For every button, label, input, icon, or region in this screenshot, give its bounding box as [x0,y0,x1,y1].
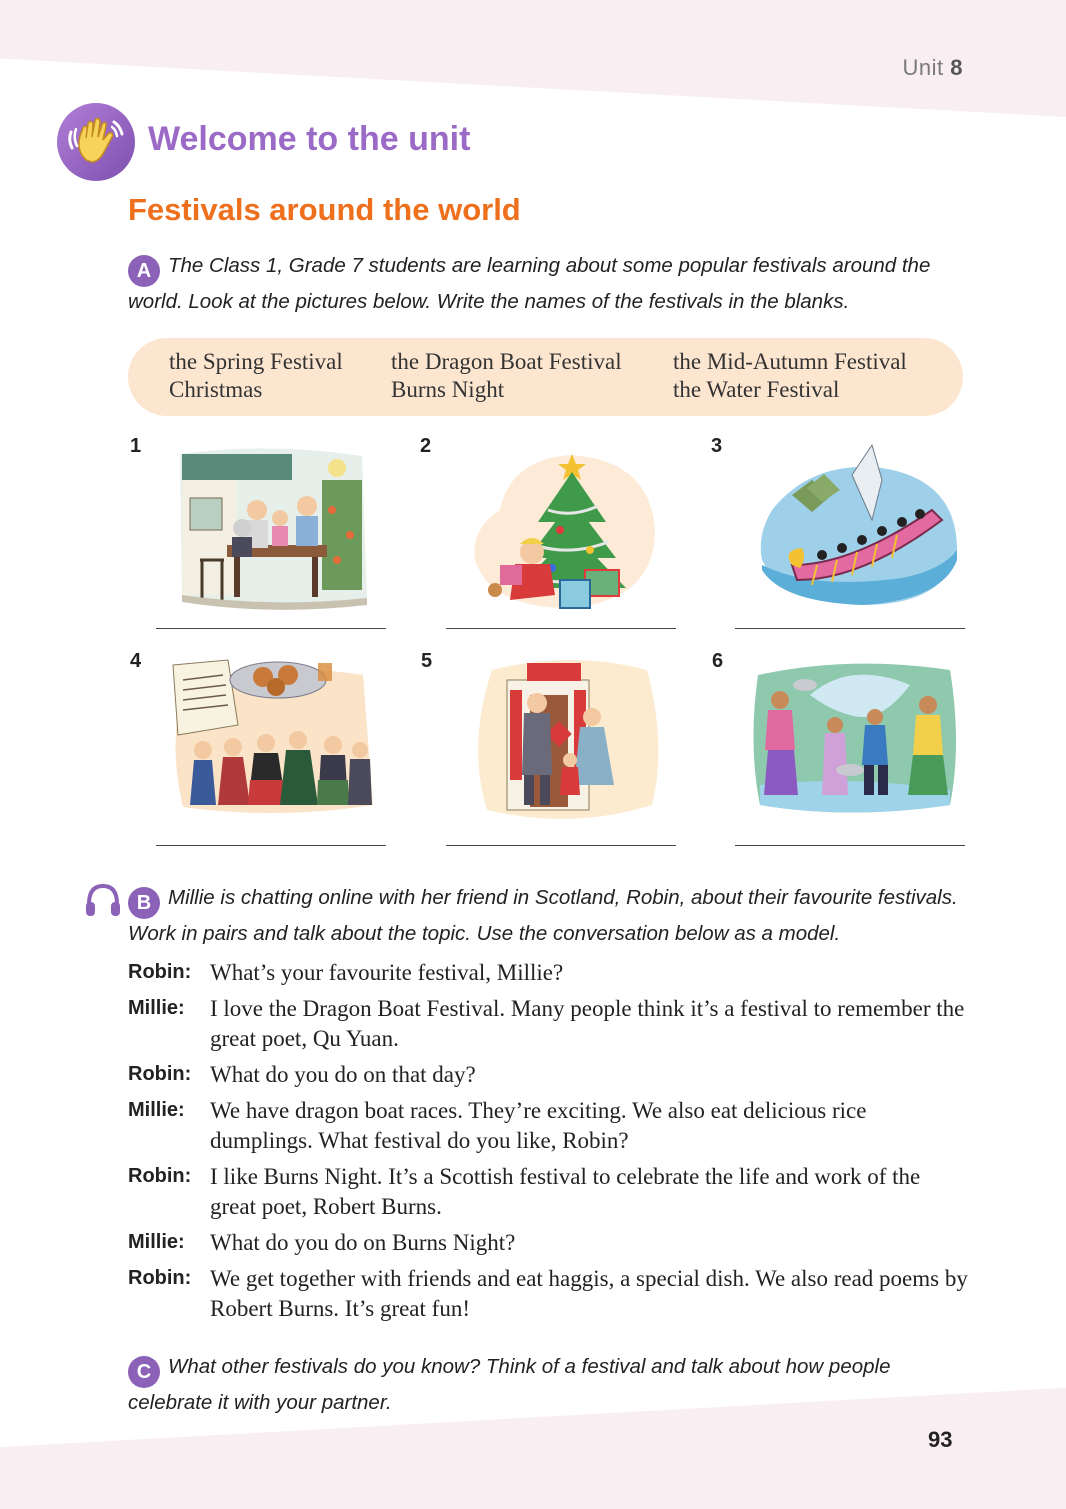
picture-number: 5 [421,650,433,672]
exercise-a-badge: A [128,255,160,287]
picture-number: 3 [711,435,723,457]
answer-blank[interactable] [156,628,386,629]
word-option: the Spring Festival [169,349,343,374]
speaker-name: Millie: [128,997,185,1019]
unit-number: 8 [950,55,963,80]
answer-blank[interactable] [446,845,676,846]
exercise-a-instruction: A The Class 1, Grade 7 students are learning about some popular festivals around the world. Look at the pictures below. Write the names of the festivals in the blanks. [128,254,931,313]
exercise-b-badge: B [128,887,160,919]
answer-blank[interactable] [735,628,965,629]
water-splashing-illustration [750,655,960,835]
picture-number: 6 [712,650,724,672]
christmas-tree-illustration [460,440,670,620]
welcome-title: Welcome to the unit [148,120,471,158]
speaker-name: Robin: [128,1063,192,1085]
word-option: Christmas [169,377,263,402]
dialogue-line [128,1162,968,1222]
exercise-c-badge: C [128,1356,160,1388]
exercise-b-instruction: B Millie is chatting online with her friend in Scotland, Robin, about their favourite festivals. Work in pairs and talk about the topic. Use the conversation below as a model. [128,886,958,945]
answer-blank[interactable] [735,845,965,846]
dialogue [128,958,968,1330]
speaker-name: Millie: [128,1231,185,1253]
speech-text: We have dragon boat races. They’re exciting. We also eat delicious rice dumplings. What festival do you like, Robin? [210,1098,867,1153]
dialogue-line [128,1060,968,1090]
spring-couplets-illustration [462,655,672,835]
word-option: the Dragon Boat Festival [391,349,622,374]
section-title: Festivals around the world [128,192,521,227]
dialogue-line [128,1228,968,1258]
dialogue-line [128,958,968,988]
waving-hand-icon [56,102,136,182]
headphones-icon[interactable] [83,880,123,920]
page-number: 93 [928,1427,953,1452]
word-option: Burns Night [391,377,505,402]
speaker-name: Robin: [128,961,192,983]
speech-text: What do you do on Burns Night? [210,1230,516,1255]
word-option: the Mid-Autumn Festival [673,349,907,374]
speech-text: I like Burns Night. It’s a Scottish festival to celebrate the life and work of the great poet, Robert Burns. [210,1164,921,1219]
speaker-name: Millie: [128,1099,185,1121]
speech-text: I love the Dragon Boat Festival. Many people think it’s a festival to remember the great poet, Qu Yuan. [210,996,965,1051]
speech-text: We get together with friends and eat haggis, a special dish. We also read poems by Robert Burns. It’s great fun! [210,1266,968,1321]
picture-number: 4 [130,650,142,672]
answer-blank[interactable] [446,628,676,629]
picture-number: 1 [130,435,142,457]
burns-night-illustration [168,655,378,835]
word-box [128,338,963,416]
answer-blank[interactable] [156,845,386,846]
dialogue-line [128,1264,968,1324]
speaker-name: Robin: [128,1165,192,1187]
dragon-boat-illustration [752,440,962,620]
picture-number: 2 [420,435,432,457]
dialogue-line [128,994,968,1054]
exercise-c-instruction: C What other festivals do you know? Think of a festival and talk about how people celebrate it with your partner. [128,1355,891,1414]
unit-label: Unit 8 [902,55,963,80]
speech-text: What’s your favourite festival, Millie? [210,960,564,985]
speech-text: What do you do on that day? [210,1062,476,1087]
dialogue-line [128,1096,968,1156]
word-option: the Water Festival [673,377,840,402]
family-dinner-illustration [172,440,382,620]
speaker-name: Robin: [128,1267,192,1289]
